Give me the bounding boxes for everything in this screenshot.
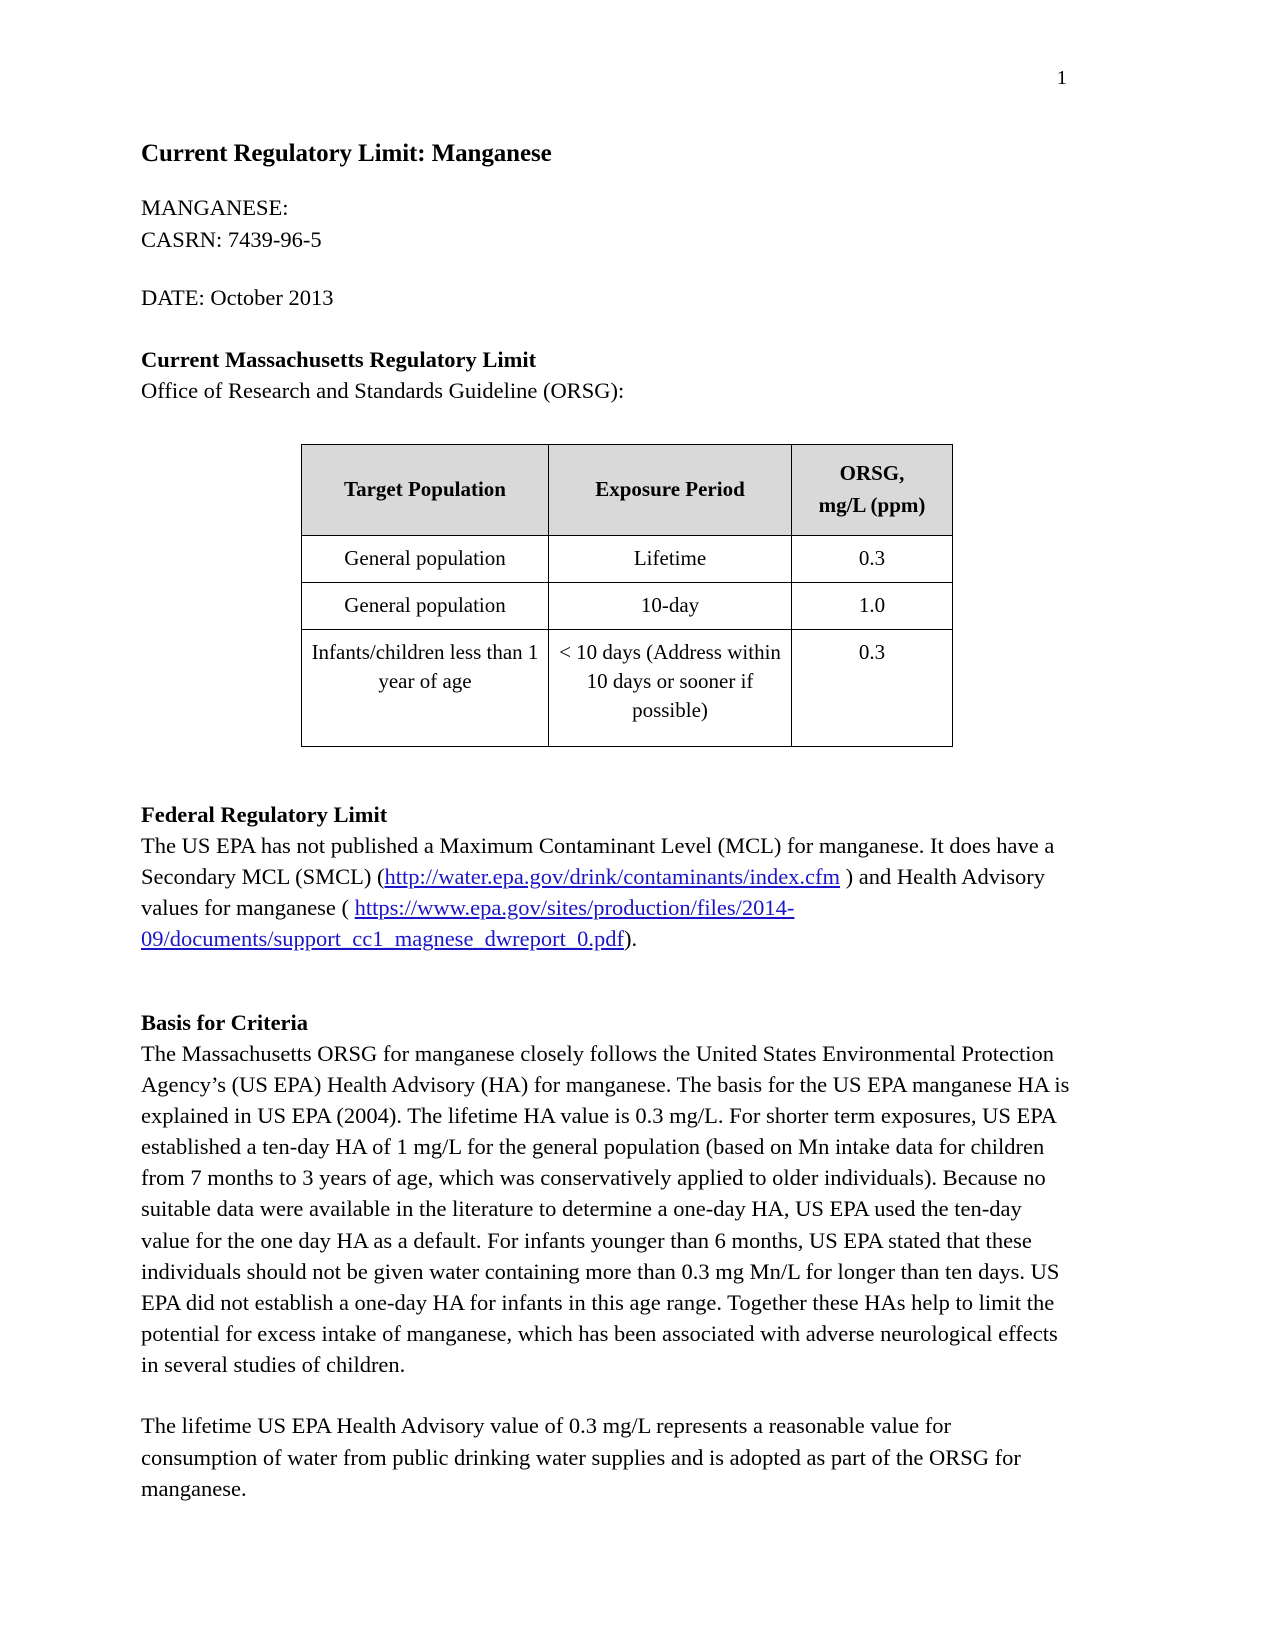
column-header-orsg (792, 444, 953, 535)
cell-exposure-period: < 10 days (Address within 10 days or sooner if possible) (549, 629, 792, 746)
page-title: Current Regulatory Limit: Manganese (141, 140, 552, 167)
cell-orsg-value: 1.0 (792, 582, 953, 629)
section-heading-basis: Basis for Criteria (141, 1009, 309, 1035)
section-heading-massachusetts: Current Massachusetts Regulatory Limit (141, 346, 537, 372)
table-header (302, 444, 953, 535)
orsg-table-container (141, 444, 1071, 747)
basis-paragraph-1: The Massachusetts ORSG for manganese closely follows the United States Environmental Protection Agency’s (US EPA) Health Advisory (HA) for manganese. The basis for the US EPA manganese HA is explained in US EPA (2004). The lifetime HA value is 0.3 mg/L. For shorter term exposures, US EPA established a ten-day HA of 1 mg/L for the general population (based on Mn intake data for children from 7 months to 3 years of age, which was conservatively applied to older individuals). Because no suitable data were available in the literature to determine a one-day HA, US EPA used the ten-day value for the one day HA as a default. For infants younger than 6 months, US EPA stated that these individuals should not be given water containing more than 0.3 mg Mn/L for longer than ten days. US EPA did not establish a one-day HA for infants in this age range. Together these HAs help to limit the potential for excess intake of manganese, which has been associated with adverse neurological effects in several studies of children. (141, 1040, 1070, 1378)
federal-text-middle: ) and Health Advisory values for manganese ( (141, 864, 1045, 921)
basis-paragraph-2: The lifetime US EPA Health Advisory value of 0.3 mg/L represents a reasonable value for consumption of water from public drinking water supplies and is adopted as part of the ORSG for manganese. (141, 1413, 1021, 1501)
section-subheading-orsg: Office of Research and Standards Guideline (ORSG): (141, 377, 625, 403)
federal-text-end: ). (624, 926, 638, 952)
table-row (302, 629, 953, 746)
table-row (302, 535, 953, 582)
spacer (141, 955, 1071, 1007)
page-number: 1 (1056, 67, 1067, 89)
column-header-target-population: Target Population (302, 444, 549, 535)
section-heading-federal: Federal Regulatory Limit (141, 801, 388, 827)
document-date: DATE: October 2013 (141, 284, 334, 310)
spacer (141, 747, 1071, 799)
document-content (141, 140, 1071, 1504)
cell-orsg-value: 0.3 (792, 535, 953, 582)
substance-name: MANGANESE: (141, 195, 289, 220)
column-header-exposure-period: Exposure Period (549, 444, 792, 535)
cell-exposure-period: 10-day (549, 582, 792, 629)
cell-exposure-period: Lifetime (549, 535, 792, 582)
table-header-row (302, 444, 953, 535)
column-header-orsg-line2: mg/L (ppm) (818, 492, 926, 517)
federal-paragraph (141, 830, 1071, 955)
federal-text-intro: The US EPA has not published a Maximum Contaminant Level (MCL) for manganese. It does have a Secondary MCL (SMCL) ( (141, 832, 1055, 890)
table-body (302, 535, 953, 746)
cell-target-population: General population (302, 535, 549, 582)
cell-target-population: Infants/children less than 1 year of age (302, 629, 549, 746)
spacer (141, 1380, 1071, 1410)
casrn-number: CASRN: 7439-96-5 (141, 226, 322, 252)
smcl-link[interactable]: http://water.epa.gov/drink/contaminants/index.cfm (384, 864, 841, 890)
cell-target-population: General population (302, 582, 549, 629)
orsg-table (301, 444, 953, 747)
column-header-orsg-line1: ORSG, (839, 461, 905, 486)
cell-orsg-value: 0.3 (792, 629, 953, 746)
health-advisory-link[interactable]: https://www.epa.gov/sites/production/files/2014-09/documents/support_cc1_magnese_dwreport_0.pdf (141, 895, 795, 952)
substance-meta (141, 192, 1071, 256)
table-row (302, 582, 953, 629)
